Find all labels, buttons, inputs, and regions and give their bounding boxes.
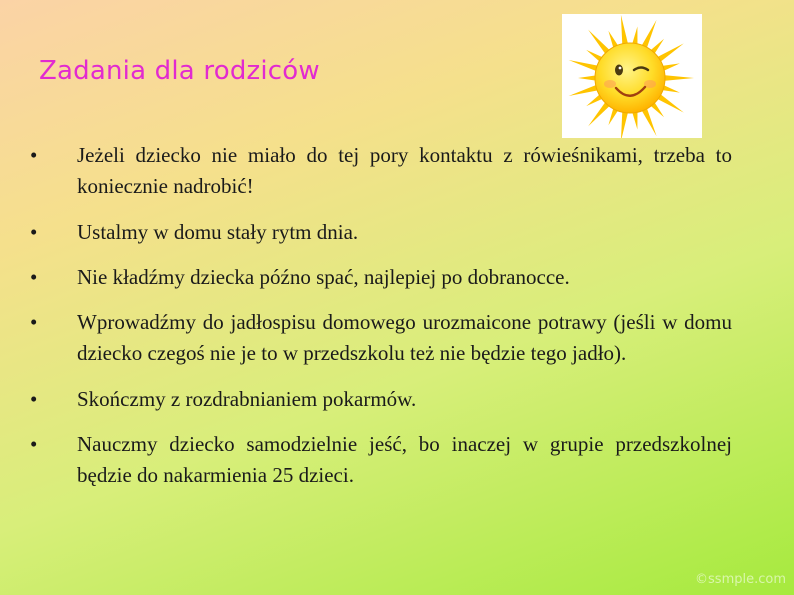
bullet-marker: • bbox=[30, 432, 38, 456]
bullet-list bbox=[30, 140, 732, 491]
bullet-item bbox=[30, 307, 732, 369]
bullet-item bbox=[30, 217, 732, 248]
bullet-text: Skończmy z rozdrabnianiem pokarmów. bbox=[77, 387, 417, 411]
bullet-text: Nie kładźmy dziecka późno spać, najlepiej po dobranocce. bbox=[77, 265, 570, 289]
winking-sun-icon bbox=[562, 14, 702, 138]
bullet-text: Ustalmy w domu stały rytm dnia. bbox=[77, 220, 359, 244]
bullet-text: Nauczmy dziecko samodzielnie jeść, bo inaczej w grupie przedszkolnej będzie do nakarmienia 25 dzieci. bbox=[77, 432, 732, 487]
bullet-marker: • bbox=[30, 220, 38, 244]
bullet-item bbox=[30, 262, 732, 293]
slide-title: Zadania dla rodziców bbox=[39, 56, 320, 86]
sun-image bbox=[562, 14, 702, 138]
bullet-marker: • bbox=[30, 310, 38, 334]
bullet-marker: • bbox=[30, 265, 38, 289]
bullet-marker: • bbox=[30, 387, 38, 411]
bullet-item bbox=[30, 429, 732, 491]
bullet-marker: • bbox=[30, 143, 38, 167]
bullet-item bbox=[30, 384, 732, 415]
watermark: ©ssmple.com bbox=[695, 572, 786, 587]
bullet-text: Jeżeli dziecko nie miało do tej pory kontaktu z rówieśnikami, trzeba to koniecznie nadrobić! bbox=[77, 143, 732, 198]
bullet-text: Wprowadźmy do jadłospisu domowego urozmaicone potrawy (jeśli w domu dziecko czegoś nie je to w przedszkolu też nie będzie tego jadło). bbox=[77, 310, 732, 365]
bullet-item bbox=[30, 140, 732, 202]
